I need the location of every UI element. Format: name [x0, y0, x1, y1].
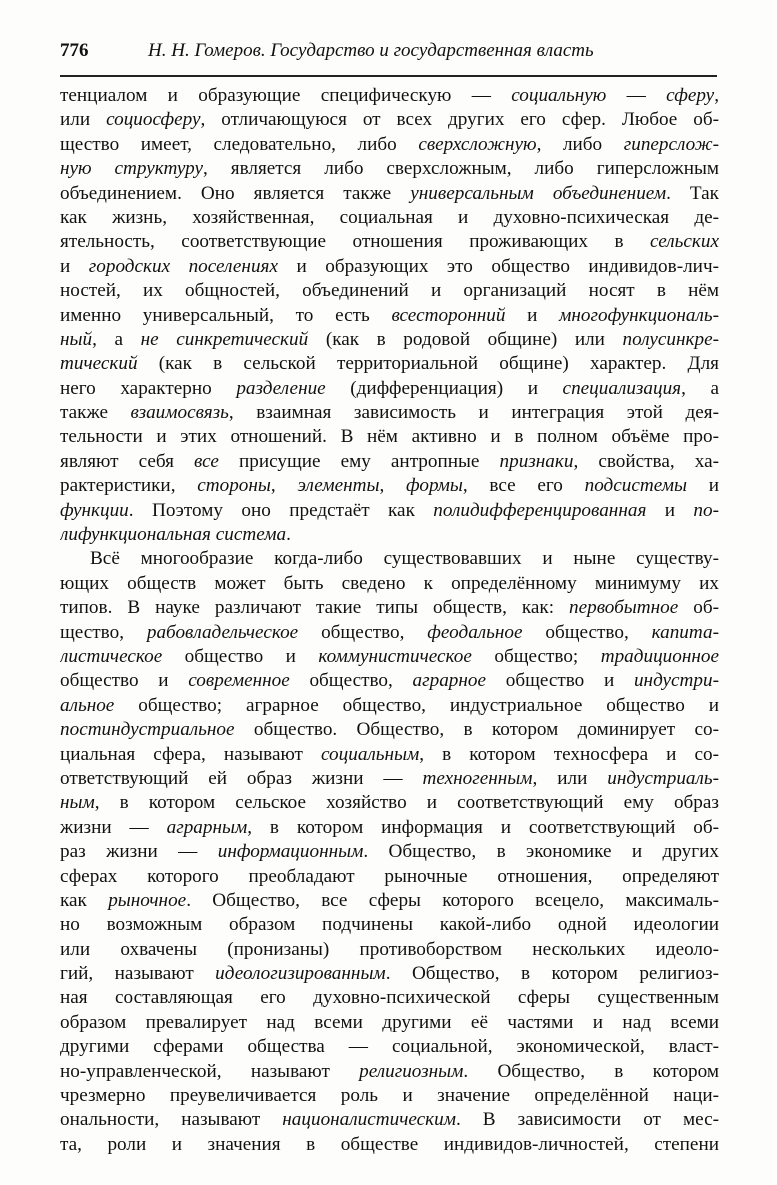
- text-line: листическое общество и коммунистическое общество; традиционное: [60, 645, 719, 667]
- page-header: [60, 36, 717, 66]
- text-line: общество и современное общество, аграрное общество и индустри-: [60, 670, 719, 692]
- text-line: типов. В науке различают такие типы обществ, как: первобытное об-: [60, 597, 719, 619]
- text-line: ятельность, соответствующие отношения проживающих в сельских: [60, 231, 719, 253]
- text-line: рактеристики, стороны, элементы, формы, все его подсистемы и: [60, 475, 719, 497]
- text-line: являют себя все присущие ему антропные признаки, свойства, ха-: [60, 450, 719, 472]
- body-text: [60, 84, 719, 1157]
- text-line: гий, называют идеологизированным. Общество, в котором религиоз-: [60, 963, 719, 985]
- text-line: образом превалирует над всеми другими её частями и над всеми: [60, 1011, 719, 1033]
- text-line: постиндустриальное общество. Общество, в котором доминирует со-: [60, 719, 719, 741]
- text-line: Всё многообразие когда-либо существовавших и ныне существу-: [90, 548, 719, 570]
- text-line: как жизнь, хозяйственная, социальная и духовно-психическая де-: [60, 206, 719, 228]
- running-title: Н. Н. Гомеров. Государство и государственная власть: [148, 40, 594, 61]
- text-line: но возможным образом подчинены какой-либо одной идеологии: [60, 914, 719, 936]
- text-line: тический (как в сельской территориальной общине) характер. Для: [60, 353, 719, 375]
- text-line: как рыночное. Общество, все сферы которого всецело, максималь-: [60, 889, 719, 911]
- text-line: ностей, их общностей, объединений и организаций носят в нём: [60, 280, 719, 302]
- text-line: щество, рабовладельческое общество, феодальное общество, капита-: [60, 621, 719, 643]
- text-line: также взаимосвязь, взаимная зависимость и интеграция этой дея-: [60, 402, 719, 424]
- text-line: альное общество; аграрное общество, индустриальное общество и: [60, 694, 719, 716]
- text-line: чрезмерно преувеличивается роль и значение определённой наци-: [60, 1085, 719, 1107]
- text-line: именно универсальный, то есть всесторонний и многофункциональ-: [60, 304, 719, 326]
- text-line: тенциалом и образующие специфическую — социальную — сферу,: [60, 85, 719, 106]
- text-line: объединением. Оно является также универсальным объединением. Так: [60, 182, 719, 204]
- text-line: циальная сфера, называют социальным, в котором техносфера и со-: [60, 743, 719, 765]
- text-line: ная составляющая его духовно-психической сферы существенным: [60, 987, 719, 1009]
- text-line: ответствующий ей образ жизни — техногенным, или индустриаль-: [60, 767, 719, 789]
- text-line: ную структуру, является либо сверхсложным, либо гиперсложным: [60, 158, 719, 180]
- text-line: жизни — аграрным, в котором информация и соответствующий об-: [60, 816, 719, 838]
- text-line: другими сферами общества — социальной, экономической, власт-: [60, 1036, 719, 1058]
- text-line: лифункциональная система.: [60, 524, 291, 546]
- text-line: щество имеет, следовательно, либо сверхсложную, либо гиперслож-: [60, 133, 719, 155]
- text-line: и городских поселениях и образующих это общество индивидов-лич-: [60, 255, 719, 277]
- text-line: ональности, называют националистическим. В зависимости от мес-: [60, 1109, 719, 1131]
- text-line: раз жизни — информационным. Общество, в экономике и других: [60, 841, 719, 863]
- text-line: функции. Поэтому оно предстаёт как полидифференцированная и по-: [60, 499, 719, 521]
- text-line: или социосферу, отличающуюся от всех других его сфер. Любое об-: [60, 109, 719, 131]
- header-rule: [60, 75, 717, 77]
- text-line: него характерно разделение (дифференциация) и специализация, а: [60, 377, 719, 399]
- page-number: 776: [60, 40, 89, 61]
- text-line: ным, в котором сельское хозяйство и соответствующий ему образ: [60, 792, 719, 814]
- text-line: тельности и этих отношений. В нём активно и в полном объёме про-: [60, 426, 719, 448]
- text-line: ющих обществ может быть сведено к определённому минимуму их: [60, 572, 719, 594]
- text-line: сферах которого преобладают рыночные отношения, определяют: [60, 865, 719, 887]
- text-line: но-управленческой, называют религиозным. Общество, в котором: [60, 1060, 719, 1082]
- text-line: та, роли и значения в обществе индивидов-личностей, степени: [60, 1133, 719, 1155]
- text-line: или охвачены (пронизаны) противоборством нескольких идеоло-: [60, 938, 719, 960]
- text-line: ный, а не синкретический (как в родовой общине) или полусинкре-: [60, 328, 719, 350]
